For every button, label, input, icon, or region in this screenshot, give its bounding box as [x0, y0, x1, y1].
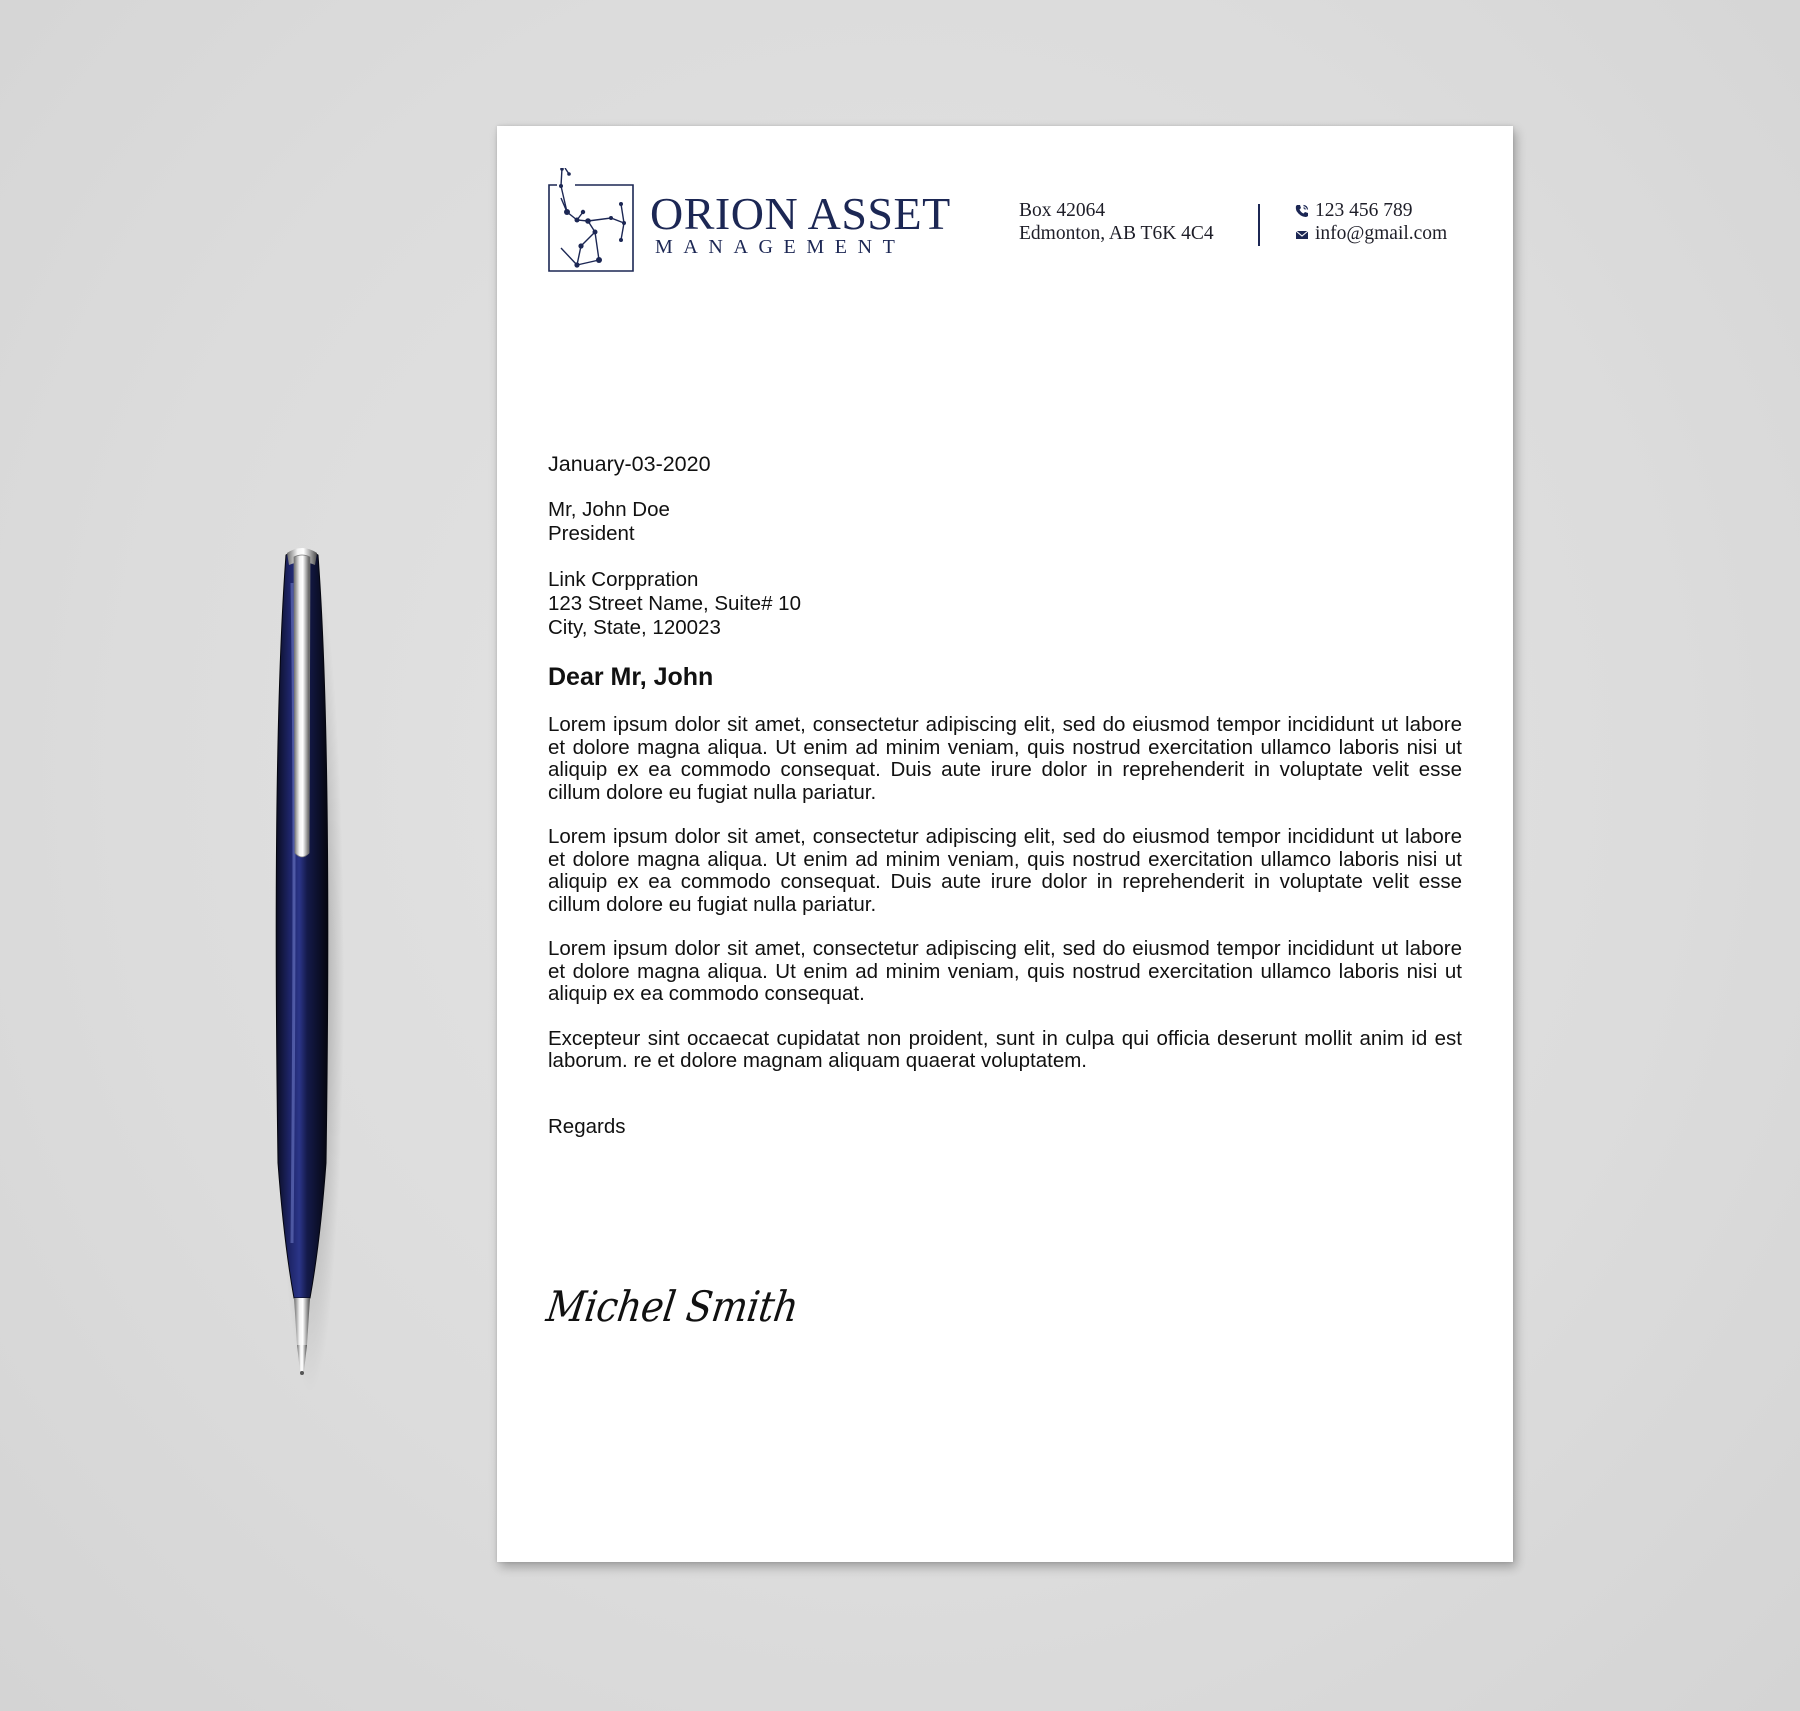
- address-line-1: Box 42064: [1019, 200, 1106, 221]
- recipient-address-block: [548, 568, 1462, 640]
- email-row: [1294, 222, 1447, 245]
- phone-icon: [1294, 203, 1310, 219]
- address-line-2: Edmonton, AB T6K 4C4: [1019, 223, 1214, 244]
- letter-date: January-03-2020: [548, 452, 711, 476]
- company-contact: [1294, 199, 1447, 245]
- recipient-city: City, State, 120023: [548, 616, 721, 639]
- recipient-company: Link Corppration: [548, 568, 699, 591]
- pen-icon: [262, 543, 342, 1393]
- company-address: [1019, 199, 1214, 245]
- company-wordmark: [650, 188, 951, 258]
- closing: Regards: [548, 1114, 626, 1138]
- phone-number[interactable]: 123 456 789: [1315, 200, 1413, 221]
- body-paragraph: Lorem ipsum dolor sit amet, consectetur adipiscing elit, sed do eiusmod tempor incididunt ut labore et dolore magna aliqua. Ut enim ad minim veniam, quis nostrud exercitation ullamco laboris nisi ut aliquip ex ea commodo consequat.: [548, 937, 1462, 1005]
- recipient-title: President: [548, 522, 635, 545]
- body-paragraph: Lorem ipsum dolor sit amet, consectetur adipiscing elit, sed do eiusmod tempor incididunt ut labore et dolore magna aliqua. Ut enim ad minim veniam, quis nostrud exercitation ullamco laboris nisi ut aliquip ex ea commodo consequat. Duis aute irure dolor in reprehenderit in voluptate velit esse cillum dolore eu fugiat nulla pariatur.: [548, 825, 1462, 916]
- company-subtitle: MANAGEMENT: [655, 236, 906, 258]
- phone-row: [1294, 199, 1447, 222]
- envelope-icon: [1294, 226, 1310, 242]
- signature: Michel Smith: [543, 1282, 802, 1331]
- pen-illustration: [262, 543, 342, 1393]
- email-address[interactable]: info@gmail.com: [1315, 223, 1448, 244]
- salutation: Dear Mr, John: [548, 663, 714, 691]
- body-paragraph: Lorem ipsum dolor sit amet, consectetur adipiscing elit, sed do eiusmod tempor incididunt ut labore et dolore magna aliqua. Ut enim ad minim veniam, quis nostrud exercitation ullamco laboris nisi ut aliquip ex ea commodo consequat. Duis aute irure dolor in reprehenderit in voluptate velit esse cillum dolore eu fugiat nulla pariatur.: [548, 713, 1462, 804]
- letter-body: [548, 452, 1462, 1139]
- orion-constellation-logo-icon: [547, 168, 637, 273]
- company-name: ORION ASSET: [650, 188, 951, 239]
- body-paragraph: Excepteur sint occaecat cupidatat non proident, sunt in culpa qui officia deserunt mollit anim id est laborum. re et dolore magnam aliquam quaerat voluptatem.: [548, 1026, 1462, 1072]
- recipient-street: 123 Street Name, Suite# 10: [548, 592, 801, 615]
- header-divider: [1258, 204, 1260, 246]
- recipient-block: [548, 498, 1462, 546]
- recipient-name: Mr, John Doe: [548, 498, 670, 521]
- letterhead-paper: [497, 126, 1513, 1562]
